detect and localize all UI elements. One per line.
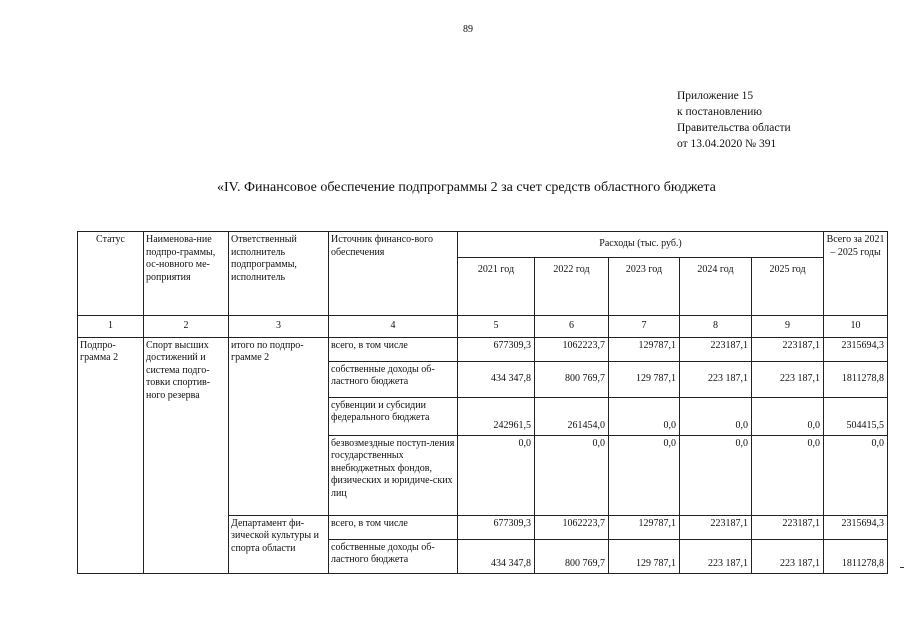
page-number: 89: [463, 24, 473, 35]
header-year: 2022 год: [535, 258, 609, 316]
column-number: 9: [752, 316, 824, 338]
column-number: 6: [535, 316, 609, 338]
source-cell: собственные доходы об-ластного бюджета: [329, 539, 458, 573]
value-cell: 800 769,7: [535, 361, 609, 397]
value-cell: 0,0: [609, 397, 680, 435]
appendix-line: от 13.04.2020 № 391: [677, 138, 777, 150]
source-cell: всего, в том числе: [329, 337, 458, 361]
executor-cell: Департамент фи-зической культуры и спорта области: [229, 515, 329, 573]
source-cell: собственные доходы об-ластного бюджета: [329, 361, 458, 397]
column-number: 5: [458, 316, 535, 338]
value-cell: 223 187,1: [680, 539, 752, 573]
value-cell: 504415,5: [824, 397, 888, 435]
value-cell: 129 787,1: [609, 539, 680, 573]
executor-cell: итого по подпро-грамме 2: [229, 337, 329, 515]
column-number-row: [78, 316, 888, 338]
value-cell: 129787,1: [609, 337, 680, 361]
appendix-line: Приложение 15: [677, 90, 754, 102]
value-cell: 0,0: [752, 397, 824, 435]
value-cell: 0,0: [458, 435, 535, 515]
value-cell: 2315694,3: [824, 337, 888, 361]
column-number: 7: [609, 316, 680, 338]
subprogram-name-cell: Спорт высших достижений и система подго-товки спортив-ного резерва: [144, 337, 229, 573]
value-cell: 1811278,8: [824, 539, 888, 573]
column-number: 1: [78, 316, 144, 338]
source-cell: субвенции и субсидии федерального бюджета: [329, 397, 458, 435]
section-title: «IV. Финансовое обеспечение подпрограммы 2 за счет средств областного бюджета: [217, 180, 716, 195]
header-name: Наименова-ние подпро-граммы, ос-новного ме-роприятия: [144, 232, 229, 316]
value-cell: 223187,1: [680, 337, 752, 361]
status-cell: Подпро-грамма 2: [78, 337, 144, 573]
value-cell: 223 187,1: [752, 539, 824, 573]
value-cell: 223187,1: [680, 515, 752, 539]
value-cell: 223187,1: [752, 515, 824, 539]
column-number: 4: [329, 316, 458, 338]
value-cell: 129 787,1: [609, 361, 680, 397]
appendix-line: Правительства области: [677, 122, 791, 134]
value-cell: 0,0: [752, 435, 824, 515]
value-cell: 434 347,8: [458, 361, 535, 397]
source-cell: безвозмездные поступ-ления государственных внебюджетных фондов, физических и юридиче-ских лиц: [329, 435, 458, 515]
value-cell: 1062223,7: [535, 515, 609, 539]
edge-mark: [900, 567, 904, 568]
source-cell: всего, в том числе: [329, 515, 458, 539]
financing-table: [77, 231, 888, 574]
value-cell: 800 769,7: [535, 539, 609, 573]
value-cell: 2315694,3: [824, 515, 888, 539]
value-cell: 677309,3: [458, 337, 535, 361]
value-cell: 1811278,8: [824, 361, 888, 397]
column-number: 10: [824, 316, 888, 338]
header-total: Всего за 2021 – 2025 годы: [824, 232, 888, 316]
column-number: 8: [680, 316, 752, 338]
appendix-block: [677, 88, 791, 152]
value-cell: 223187,1: [752, 337, 824, 361]
value-cell: 434 347,8: [458, 539, 535, 573]
header-year: 2021 год: [458, 258, 535, 316]
value-cell: 129787,1: [609, 515, 680, 539]
value-cell: 242961,5: [458, 397, 535, 435]
header-status: Статус: [78, 232, 144, 316]
value-cell: 0,0: [680, 435, 752, 515]
header-expenses: Расходы (тыс. руб.): [458, 232, 824, 258]
appendix-line: к постановлению: [677, 106, 762, 118]
value-cell: 677309,3: [458, 515, 535, 539]
column-number: 2: [144, 316, 229, 338]
value-cell: 261454,0: [535, 397, 609, 435]
value-cell: 223 187,1: [752, 361, 824, 397]
value-cell: 0,0: [680, 397, 752, 435]
header-year: 2025 год: [752, 258, 824, 316]
value-cell: 1062223,7: [535, 337, 609, 361]
value-cell: 0,0: [824, 435, 888, 515]
value-cell: 0,0: [609, 435, 680, 515]
value-cell: 0,0: [535, 435, 609, 515]
table-row: [78, 337, 888, 361]
header-year: 2024 год: [680, 258, 752, 316]
header-source: Источник финансо-вого обеспечения: [329, 232, 458, 316]
header-year: 2023 год: [609, 258, 680, 316]
header-executor: Ответственный исполнитель подпрограммы, исполнитель: [229, 232, 329, 316]
value-cell: 223 187,1: [680, 361, 752, 397]
column-number: 3: [229, 316, 329, 338]
